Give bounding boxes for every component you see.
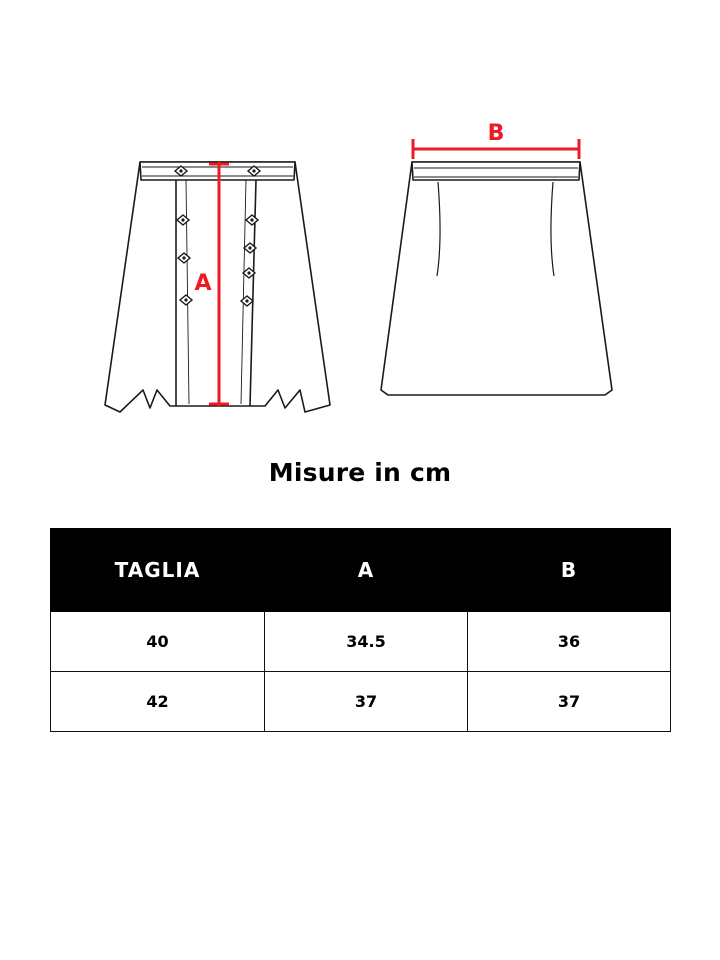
table-header-row — [51, 529, 671, 612]
column-header-a: A — [265, 529, 468, 612]
table-row — [51, 672, 671, 732]
skirt-technical-drawing — [0, 90, 720, 430]
cell-a: 37 — [265, 672, 468, 732]
cell-size: 42 — [51, 672, 265, 732]
measure-a-label: A — [194, 271, 212, 296]
table-row — [51, 612, 671, 672]
back-skirt-illustration — [381, 162, 612, 395]
cell-a: 34.5 — [265, 612, 468, 672]
measures-title: Misure in cm — [268, 458, 452, 487]
cell-b: 36 — [468, 612, 671, 672]
cell-size: 40 — [51, 612, 265, 672]
garment-diagram — [0, 90, 720, 430]
cell-b: 37 — [468, 672, 671, 732]
measure-b-label: B — [487, 121, 505, 146]
back-skirt-body — [381, 162, 612, 395]
column-header-b: B — [468, 529, 671, 612]
size-table — [50, 528, 671, 732]
column-header-size: TAGLIA — [51, 529, 265, 612]
